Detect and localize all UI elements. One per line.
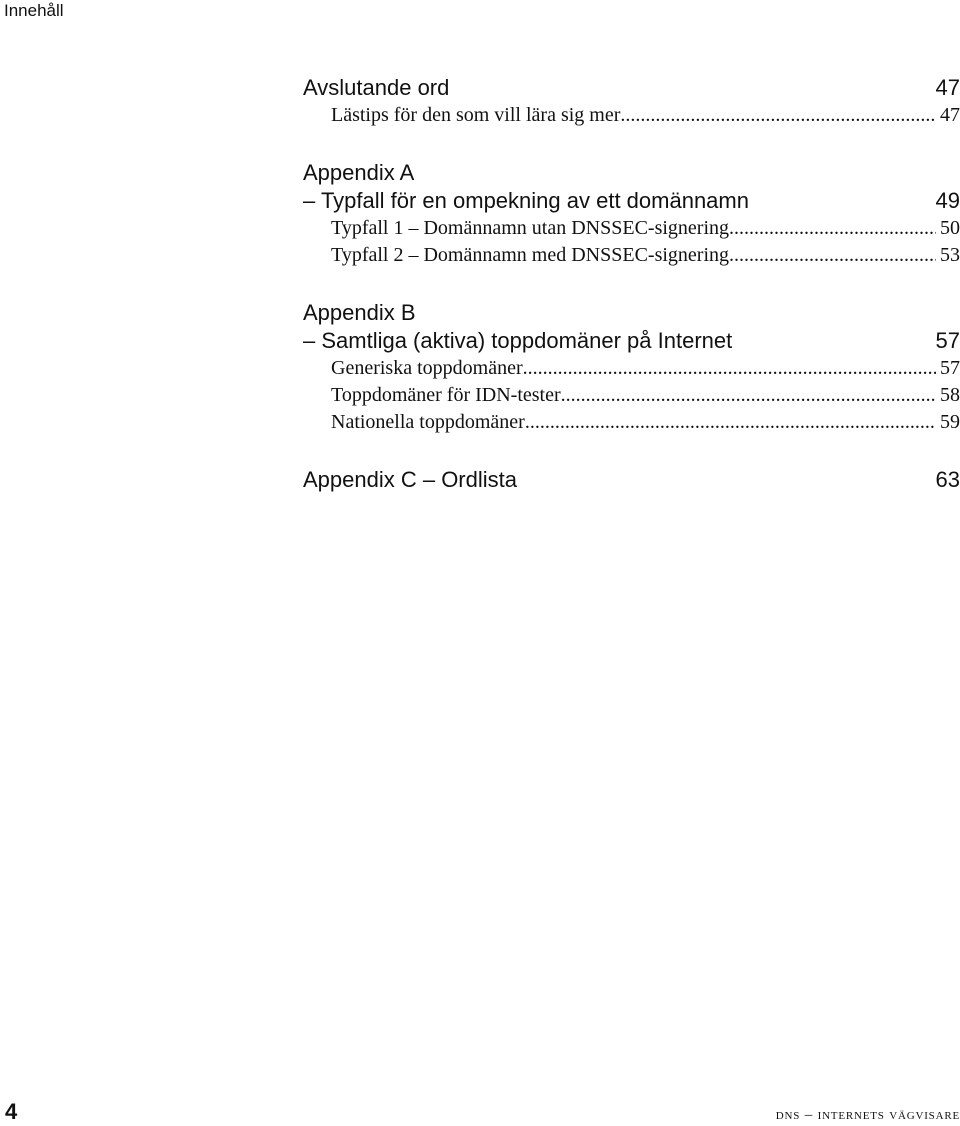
toc-entry[interactable] [331,355,960,382]
dot-leader [523,355,936,382]
section-page-number: 57 [935,328,960,353]
toc-entry-label: Generiska toppdomäner [331,357,523,379]
section-heading [303,159,960,187]
section-heading [303,466,960,494]
toc-entry-label: Nationella toppdomäner [331,411,525,433]
toc-entry-label: Typfall 2 – Domännamn med DNSSEC-signering [331,244,729,266]
table-of-contents [303,74,960,494]
section-title: Appendix A [303,160,415,185]
section-title: Appendix B [303,300,416,325]
section-title: Avslutande ord [303,75,450,100]
running-head: Innehåll [4,1,64,20]
toc-entry-page: 57 [940,357,960,379]
toc-entry-label: Lästips för den som vill lära sig mer [331,104,621,126]
section-page-number: 49 [935,188,960,213]
toc-entry[interactable] [331,409,960,436]
toc-section-appendix-a [303,159,960,269]
toc-entry-page: 47 [940,104,960,126]
toc-entry-page: 53 [940,244,960,266]
toc-entry[interactable] [331,242,960,269]
toc-section-appendix-c [303,466,960,494]
section-subheading [303,327,960,355]
toc-section-avslutande-ord [303,74,960,129]
section-subtitle: – Samtliga (aktiva) toppdomäner på Internet [303,328,733,353]
section-heading [303,74,960,102]
toc-entry[interactable] [331,215,960,242]
toc-entry-page: 58 [940,384,960,406]
toc-entry[interactable] [331,102,960,129]
toc-entry[interactable] [331,382,960,409]
dot-leader [729,215,936,242]
toc-entry-page: 59 [940,411,960,433]
dot-leader [525,409,936,436]
toc-entry-label: Typfall 1 – Domännamn utan DNSSEC-signering [331,217,729,239]
section-page-number: 47 [935,75,960,100]
section-heading [303,299,960,327]
book-title: dns – internets vägvisare [775,1107,960,1123]
page-number: 4 [5,1099,18,1124]
dot-leader [620,102,936,129]
toc-entry-label: Toppdomäner för IDN-tester [331,384,561,406]
section-subtitle: – Typfall för en ompekning av ett domännamn [303,188,749,213]
section-title: Appendix C – Ordlista [303,467,517,492]
toc-entry-page: 50 [940,217,960,239]
dot-leader [561,382,936,409]
dot-leader [729,242,936,269]
toc-section-appendix-b [303,299,960,436]
section-subheading [303,187,960,215]
section-page-number: 63 [935,467,960,492]
